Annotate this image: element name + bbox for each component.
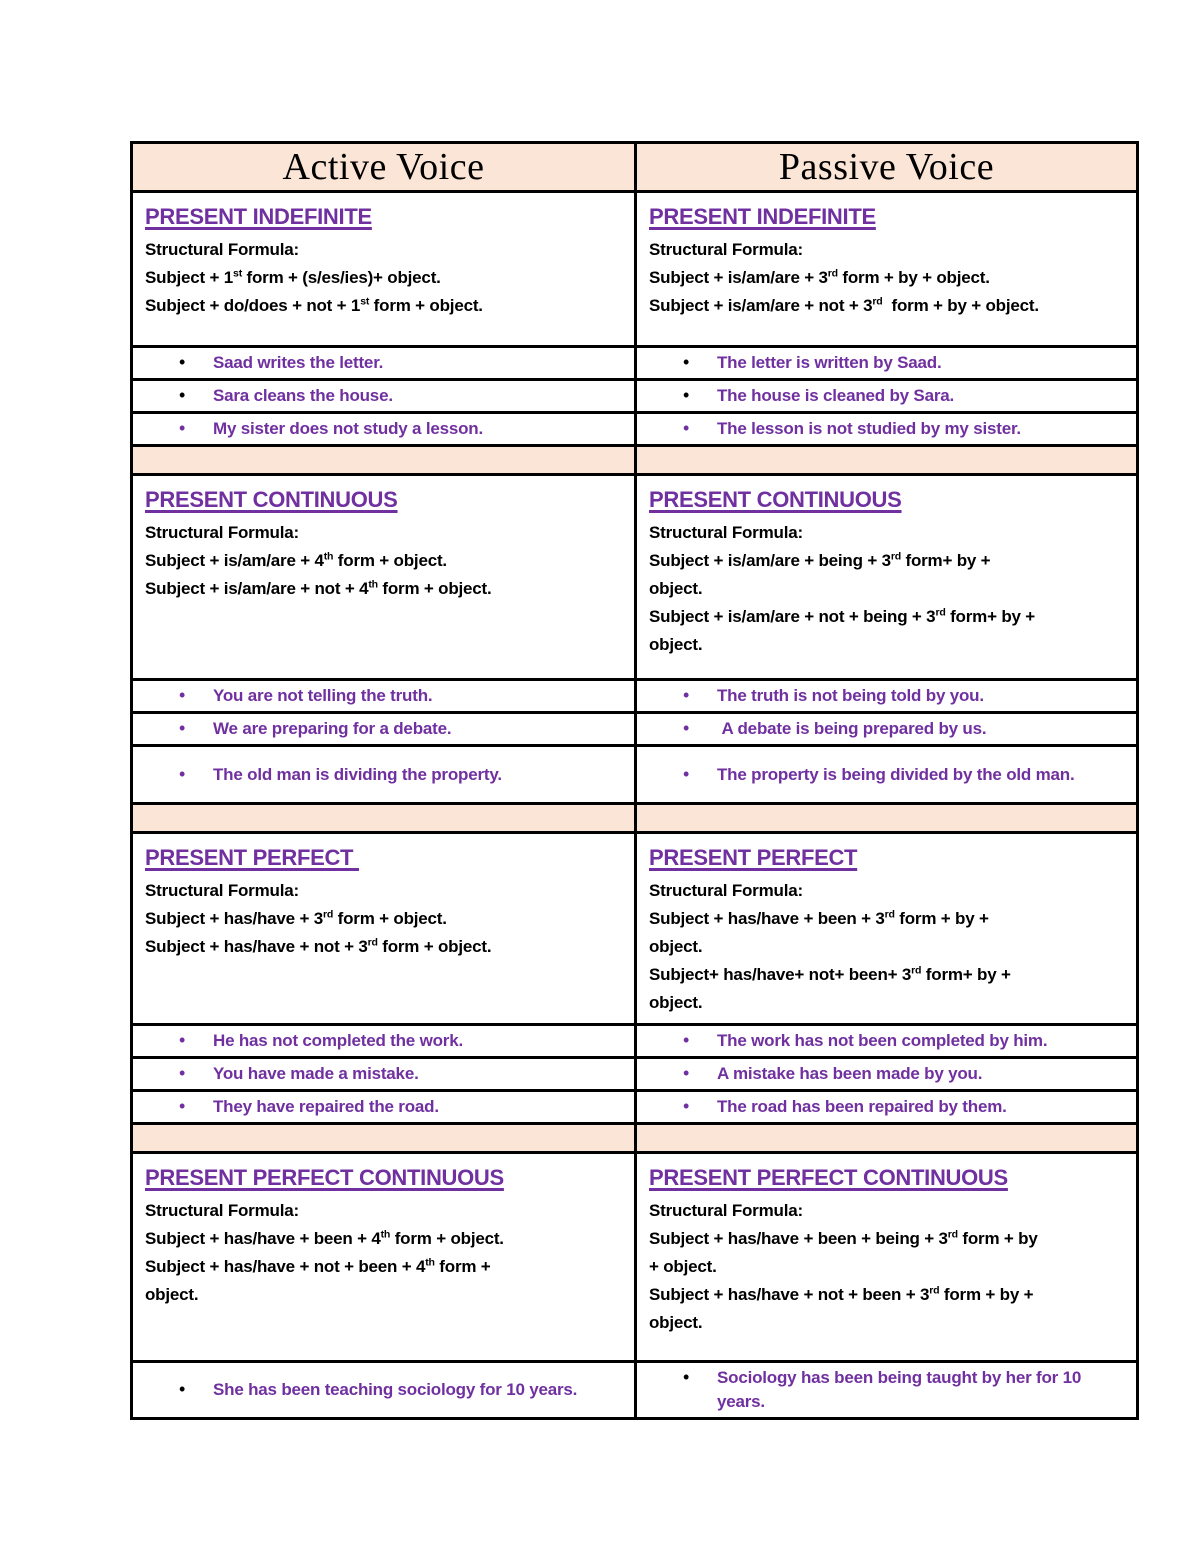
example-row (132, 713, 1138, 746)
bullet-icon: • (179, 718, 186, 738)
example-text: The old man is dividing the property. (213, 764, 502, 784)
section-cell-active (132, 1153, 636, 1362)
formula-label: Structural Formula: (145, 881, 299, 900)
section-title: PRESENT CONTINUOUS (649, 487, 902, 512)
example-cell-passive (636, 380, 1138, 413)
example-row (132, 1025, 1138, 1058)
table-header-row (132, 143, 1138, 192)
formula-line: Subject + 1st form + (s/es/ies)+ object. (145, 267, 441, 287)
example-text: The lesson is not studied by my sister. (717, 419, 1021, 438)
bullet-icon: • (179, 352, 186, 372)
section-row-present-continuous (132, 475, 1138, 680)
bullet-icon: • (179, 685, 186, 705)
separator-cell (636, 804, 1138, 833)
bullet-icon: • (683, 352, 690, 372)
formula-line: Subject + has/have + 3rd form + object. (145, 908, 447, 928)
bullet-icon: • (179, 1379, 186, 1399)
example-text: Saad writes the letter. (213, 353, 384, 372)
formula-line: Subject+ has/have+ not+ been+ 3rd form+ by + (649, 964, 1011, 984)
example-cell-passive (636, 1362, 1138, 1419)
example-row (132, 1362, 1138, 1419)
bullet-icon: • (179, 1030, 186, 1050)
formula-line: Subject + has/have + not + been + 4th form + (145, 1256, 491, 1276)
formula-label: Structural Formula: (649, 523, 803, 542)
example-cell-active (132, 746, 636, 804)
section-title: PRESENT PERFECT (145, 845, 360, 870)
bullet-icon: • (683, 418, 690, 438)
formula-line: Subject + has/have + been + being + 3rd form + by (649, 1228, 1038, 1248)
example-cell-passive (636, 713, 1138, 746)
separator-row (132, 804, 1138, 833)
formula-line: + object. (649, 1257, 717, 1276)
formula-label: Structural Formula: (649, 881, 803, 900)
formula-line: object. (649, 579, 703, 598)
bullet-icon: • (179, 763, 186, 784)
section-cell-active (132, 833, 636, 1025)
example-cell-active (132, 1058, 636, 1091)
section-cell-active (132, 475, 636, 680)
example-text: Sociology has been being taught by her for 10 years. (717, 1368, 1086, 1411)
formula-line: object. (649, 635, 703, 654)
bullet-icon: • (683, 1063, 690, 1083)
example-row (132, 380, 1138, 413)
formula-label: Structural Formula: (649, 240, 803, 259)
section-cell-passive (636, 192, 1138, 347)
section-row-present-indefinite (132, 192, 1138, 347)
example-text: Sara cleans the house. (213, 386, 393, 405)
formula-line: Subject + is/am/are + not + being + 3rd form+ by + (649, 606, 1036, 626)
example-text: A debate is being prepared by us. (717, 719, 987, 738)
example-cell-active (132, 680, 636, 713)
example-text: He has not completed the work. (213, 1031, 463, 1050)
separator-cell (132, 1124, 636, 1153)
example-cell-passive (636, 413, 1138, 446)
example-text: My sister does not study a lesson. (213, 419, 483, 438)
example-cell-active (132, 1025, 636, 1058)
separator-cell (132, 804, 636, 833)
example-cell-passive (636, 347, 1138, 380)
example-text: The letter is written by Saad. (717, 353, 942, 372)
section-cell-passive (636, 475, 1138, 680)
bullet-icon: • (683, 1096, 690, 1116)
example-text: The work has not been completed by him. (717, 1031, 1048, 1050)
separator-row (132, 446, 1138, 475)
section-title: PRESENT CONTINUOUS (145, 487, 398, 512)
example-cell-active (132, 380, 636, 413)
section-cell-passive (636, 833, 1138, 1025)
bullet-icon: • (683, 718, 690, 738)
section-row-present-perfect (132, 833, 1138, 1025)
example-row (132, 1091, 1138, 1124)
section-title: PRESENT INDEFINITE (145, 204, 372, 229)
formula-label: Structural Formula: (649, 1201, 803, 1220)
section-title: PRESENT INDEFINITE (649, 204, 876, 229)
example-text: You are not telling the truth. (213, 686, 433, 705)
formula-line: Subject + is/am/are + 3rd form + by + object. (649, 267, 990, 287)
section-row-present-perfect-continuous (132, 1153, 1138, 1362)
example-text: They have repaired the road. (213, 1097, 439, 1116)
formula-line: Subject + has/have + not + been + 3rd form + by + (649, 1284, 1034, 1304)
section-title: PRESENT PERFECT CONTINUOUS (649, 1165, 1008, 1190)
formula-label: Structural Formula: (145, 240, 299, 259)
example-cell-passive (636, 1091, 1138, 1124)
example-text: The truth is not being told by you. (717, 686, 984, 705)
header-cell-passive: Passive Voice (636, 143, 1138, 192)
formula-line: Subject + has/have + been + 3rd form + by + (649, 908, 989, 928)
example-cell-passive (636, 746, 1138, 804)
example-row (132, 680, 1138, 713)
section-title: PRESENT PERFECT CONTINUOUS (145, 1165, 504, 1190)
formula-line: Subject + has/have + not + 3rd form + object. (145, 936, 492, 956)
formula-line: object. (145, 1285, 199, 1304)
bullet-icon: • (179, 1096, 186, 1116)
bullet-icon: • (179, 418, 186, 438)
separator-row (132, 1124, 1138, 1153)
example-text: The house is cleaned by Sara. (717, 386, 955, 405)
header-cell-active: Active Voice (132, 143, 636, 192)
example-text: The property is being divided by the old man. (717, 764, 1075, 784)
formula-line: Subject + is/am/are + not + 4th form + object. (145, 578, 492, 598)
example-text: She has been teaching sociology for 10 years. (213, 1380, 578, 1399)
formula-line: Subject + is/am/are + being + 3rd form+ by + (649, 550, 991, 570)
example-cell-passive (636, 680, 1138, 713)
formula-line: object. (649, 1313, 703, 1332)
bullet-icon: • (179, 385, 186, 405)
example-text: The road has been repaired by them. (717, 1097, 1007, 1116)
example-cell-active (132, 1362, 636, 1419)
bullet-icon: • (683, 763, 690, 784)
example-text: A mistake has been made by you. (717, 1064, 983, 1083)
bullet-icon: • (179, 1063, 186, 1083)
example-cell-active (132, 413, 636, 446)
bullet-icon: • (683, 1367, 690, 1387)
example-cell-active (132, 347, 636, 380)
example-row (132, 746, 1138, 804)
separator-cell (636, 446, 1138, 475)
example-row (132, 1058, 1138, 1091)
example-cell-active (132, 713, 636, 746)
formula-line: Subject + is/am/are + 4th form + object. (145, 550, 447, 570)
formula-line: Subject + has/have + been + 4th form + object. (145, 1228, 504, 1248)
section-cell-active (132, 192, 636, 347)
example-row (132, 413, 1138, 446)
section-title: PRESENT PERFECT (649, 845, 858, 870)
bullet-icon: • (683, 385, 690, 405)
bullet-icon: • (683, 685, 690, 705)
formula-line: Subject + do/does + not + 1st form + object. (145, 295, 483, 315)
example-cell-passive (636, 1058, 1138, 1091)
formula-label: Structural Formula: (145, 523, 299, 542)
formula-label: Structural Formula: (145, 1201, 299, 1220)
example-cell-passive (636, 1025, 1138, 1058)
example-text: You have made a mistake. (213, 1064, 419, 1083)
example-row (132, 347, 1138, 380)
separator-cell (132, 446, 636, 475)
example-cell-active (132, 1091, 636, 1124)
bullet-icon: • (683, 1030, 690, 1050)
formula-line: object. (649, 993, 703, 1012)
formula-line: Subject + is/am/are + not + 3rd form + by + object. (649, 295, 1039, 315)
formula-line: object. (649, 937, 703, 956)
section-cell-passive (636, 1153, 1138, 1362)
example-text: We are preparing for a debate. (213, 719, 452, 738)
separator-cell (636, 1124, 1138, 1153)
active-passive-voice-table (130, 141, 1139, 1420)
